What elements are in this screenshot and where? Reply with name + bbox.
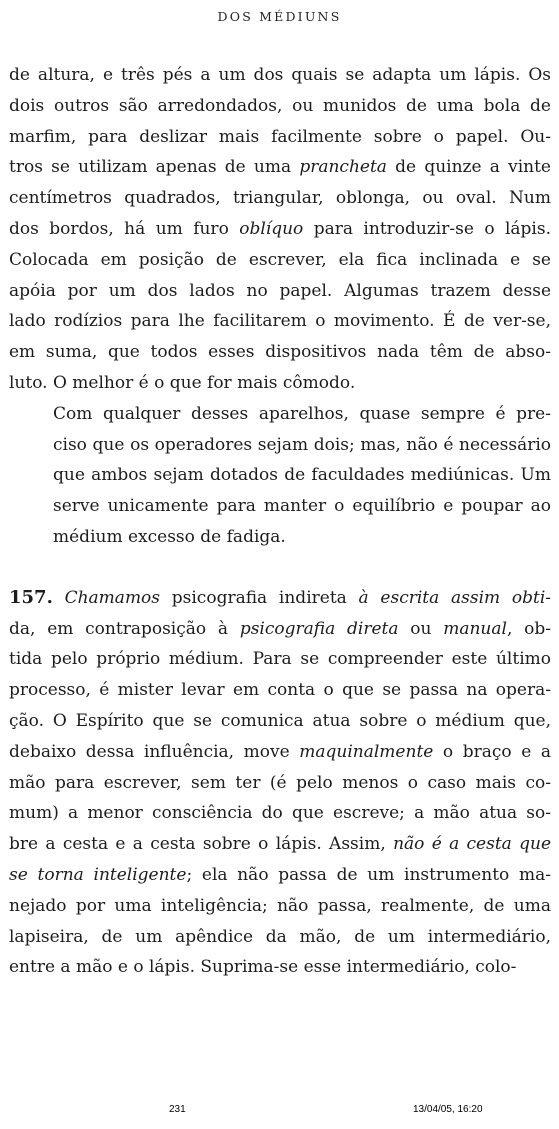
text-line xyxy=(9,399,551,430)
text-run: dois outros são arredondados, ou munidos de uma bola de xyxy=(9,95,551,116)
text-run: tida pelo próprio médium. Para se compreender este último xyxy=(9,649,551,670)
text-line xyxy=(9,891,551,922)
text-line xyxy=(9,768,551,799)
text-run: médium excesso de fadiga. xyxy=(53,526,286,547)
text-run: para introduzir-se o lápis. xyxy=(303,218,552,239)
paragraph-2 xyxy=(9,399,551,553)
text-line xyxy=(9,430,551,461)
text-line xyxy=(9,583,551,614)
text-line xyxy=(9,60,551,91)
text-line xyxy=(9,706,551,737)
text-run: o braço e a xyxy=(433,741,551,762)
text-run: mão para escrever, sem ter (é pelo menos o caso mais co- xyxy=(9,772,551,793)
text-run: entre a mão e o lápis. Suprima-se esse intermediário, colo- xyxy=(9,957,517,978)
italic-term: oblíquo xyxy=(239,218,304,239)
italic-term: psicografia direta xyxy=(239,618,399,639)
text-line xyxy=(9,737,551,768)
text-line xyxy=(9,522,551,553)
text-run: bre a cesta e a cesta sobre o lápis. Assim, xyxy=(9,834,394,855)
text-run: que ambos sejam dotados de faculdades mediúnicas. Um xyxy=(53,465,551,486)
text-run: Com qualquer desses aparelhos, quase sempre é pre- xyxy=(53,403,551,424)
text-line xyxy=(9,952,551,983)
text-run: debaixo dessa influência, move xyxy=(9,741,300,762)
italic-term: manual xyxy=(443,618,507,639)
text-line xyxy=(9,183,551,214)
paragraph-157 xyxy=(9,583,551,983)
text-run: luto. O melhor é o que for mais cômodo. xyxy=(9,372,356,393)
text-run: da, em contraposição à xyxy=(9,618,240,639)
text-run: marfim, para deslizar mais facilmente sobre o papel. Ou- xyxy=(9,126,551,147)
text-run: , ob- xyxy=(506,618,551,639)
text-line xyxy=(9,91,551,122)
running-head: DOS MÉDIUNS xyxy=(217,9,342,24)
italic-term: se torna inteligente xyxy=(9,864,187,885)
text-line xyxy=(9,122,551,153)
text-run: ; ela não passa de um instrumento ma- xyxy=(186,864,551,885)
text-line xyxy=(9,337,551,368)
text-run: tros se utilizam apenas de uma xyxy=(9,157,300,178)
text-line xyxy=(9,306,551,337)
paragraph-spacer xyxy=(9,553,551,583)
text-line xyxy=(9,214,551,245)
text-run: lado rodízios para lhe facilitarem o movimento. É de ver-se, xyxy=(9,311,551,332)
italic-term: não é a cesta que xyxy=(393,834,551,855)
text-line xyxy=(9,491,551,522)
text-line xyxy=(9,860,551,891)
italic-term: à escrita assim obti- xyxy=(346,587,552,608)
print-timestamp: 13/04/05, 16:20 xyxy=(413,1104,483,1115)
text-line xyxy=(9,829,551,860)
italic-term: prancheta xyxy=(299,157,387,178)
text-line xyxy=(9,460,551,491)
text-run: ou xyxy=(398,618,444,639)
text-run: centímetros quadrados, triangular, oblonga, ou oval. Num xyxy=(9,188,551,209)
text-run: serve unicamente para manter o equilíbrio e poupar ao xyxy=(53,496,551,517)
text-run: ção. O Espírito que se comunica atua sobre o médium que, xyxy=(9,710,551,731)
text-line xyxy=(9,644,551,675)
italic-term: maquinalmente xyxy=(299,741,434,762)
text-line xyxy=(9,368,551,399)
text-run: de quinze a vinte xyxy=(386,157,551,178)
text-line xyxy=(9,798,551,829)
text-run: processo, é mister levar em conta o que se passa na opera- xyxy=(9,680,551,701)
paragraph-1 xyxy=(9,60,551,399)
text-run: dos bordos, há um furo xyxy=(9,218,240,239)
item-number: 157. xyxy=(9,586,53,608)
text-run: em suma, que todos esses dispositivos nada têm de abso- xyxy=(9,342,551,363)
body-text xyxy=(9,60,551,983)
text-run: Colocada em posição de escrever, ela fica inclinada e se xyxy=(9,249,551,270)
text-run: de altura, e três pés a um dos quais se adapta um lápis. Os xyxy=(9,65,551,85)
text-line xyxy=(9,675,551,706)
text-run: apóia por um dos lados no papel. Algumas trazem desse xyxy=(9,280,551,301)
text-run: lapiseira, de um apêndice da mão, de um intermediário, xyxy=(9,926,551,947)
text-line xyxy=(9,922,551,953)
text-run: psicografia indireta xyxy=(171,587,347,608)
text-line xyxy=(9,614,551,645)
text-line xyxy=(9,245,551,276)
text-run: mum) a menor consciência do que escreve; a mão atua so- xyxy=(9,803,551,824)
text-run: ciso que os operadores sejam dois; mas, não é necessário xyxy=(53,434,551,455)
page-number: 231 xyxy=(169,1104,186,1115)
italic-term: Chamamos xyxy=(64,587,172,608)
text-line xyxy=(9,152,551,183)
text-run: nejado por uma inteligência; não passa, realmente, de uma xyxy=(9,895,551,916)
text-line xyxy=(9,276,551,307)
